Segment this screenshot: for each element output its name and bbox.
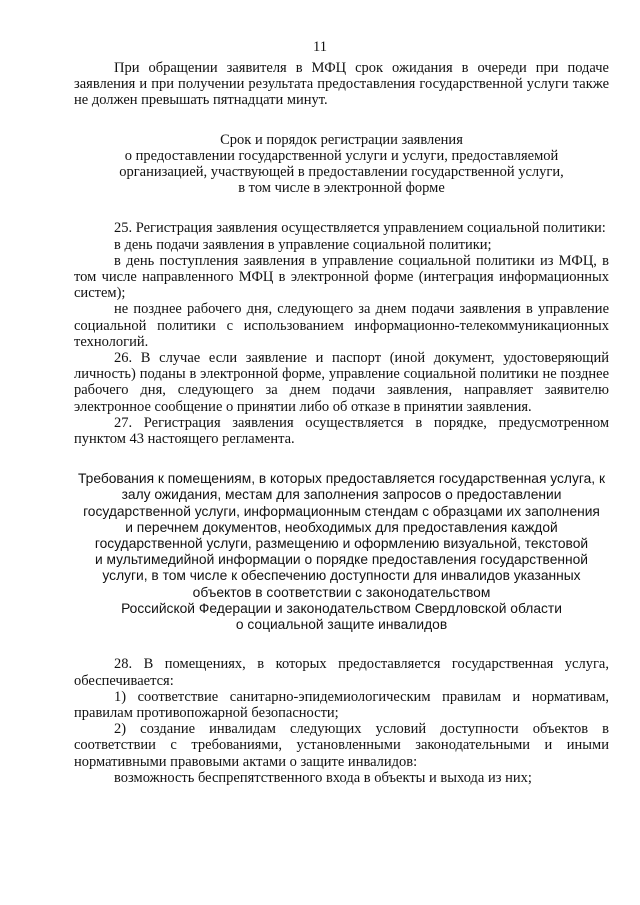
heading-line: в том числе в электронной форме <box>238 180 445 197</box>
heading-line: залу ожидания, местам для заполнения запросов о предоставлении <box>121 487 562 503</box>
section-heading-registration <box>74 132 609 197</box>
heading-line: о предоставлении государственной услуги и услуги, предоставляемой <box>124 147 559 164</box>
section-heading-premises <box>74 471 609 633</box>
paragraph-28: 28. В помещениях, в которых предоставляется государственная услуга, обеспечивается: <box>74 656 609 689</box>
heading-line: государственной услуги, информационным стендам с образцами их заполнения <box>83 503 600 519</box>
paragraph-26: 26. В случае если заявление и паспорт (иной документ, удостоверяющий личность) поданы в электронной форме, управление социальной политики не позднее рабочего дня, следующего за днем подачи заявления, направляет заявителю электронное сообщение о принятии либо об отказе в принятии заявления. <box>74 350 609 415</box>
heading-line: Российской Федерации и законодательством Свердловской области <box>121 600 562 616</box>
heading-line: государственной услуги, размещению и оформлению визуальной, текстовой <box>94 536 589 552</box>
list-item: в день подачи заявления в управление социальной политики; <box>114 236 492 253</box>
heading-line: о социальной защите инвалидов <box>235 617 448 633</box>
heading-line: объектов в соответствии с законодательством <box>192 584 491 600</box>
heading-line: и мультимедийной информации о порядке предоставления государственной <box>95 552 588 568</box>
page-content <box>74 60 609 786</box>
list-item: в день поступления заявления в управление социальной политики из МФЦ, в том числе направленного МФЦ в электронной форме (интеграция информационных систем); <box>74 252 609 302</box>
paragraph-25: 25. Регистрация заявления осуществляется управлением социальной политики: <box>114 220 606 237</box>
list-item: 2) создание инвалидам следующих условий доступности объектов в соответствии с требованиями, установленными законодательными и иными нормативными правовыми актами о защите инвалидов: <box>74 721 609 770</box>
heading-line: Требования к помещениям, в которых предоставляется государственная услуга, к <box>78 471 605 487</box>
heading-line: организацией, участвующей в предоставлении государственной услуги, <box>119 164 564 181</box>
paragraph-27: 27. Регистрация заявления осуществляется в порядке, предусмотренном пунктом 43 настоящего регламента. <box>74 414 609 448</box>
intro-paragraph: При обращении заявителя в МФЦ срок ожидания в очереди при подаче заявления и при получении результата предоставления государственной услуги также не должен превышать пятнадцати минут. <box>74 60 609 109</box>
list-item: 1) соответствие санитарно-эпидемиологическим правилам и нормативам, правилам противопожарной безопасности; <box>74 688 609 721</box>
list-item: не позднее рабочего дня, следующего за днем подачи заявления в управление социальной политики с использованием информационно-телекоммуникационных технологий. <box>74 301 609 350</box>
heading-line: и перечнем документов, необходимых для предоставления каждой <box>125 519 558 535</box>
heading-line: услуги, в том числе к обеспечению доступности для инвалидов указанных <box>102 568 581 584</box>
list-item: возможность беспрепятственного входа в объекты и выхода из них; <box>114 769 532 786</box>
heading-line: Срок и порядок регистрации заявления <box>220 131 463 148</box>
page-number: 11 <box>313 39 327 55</box>
